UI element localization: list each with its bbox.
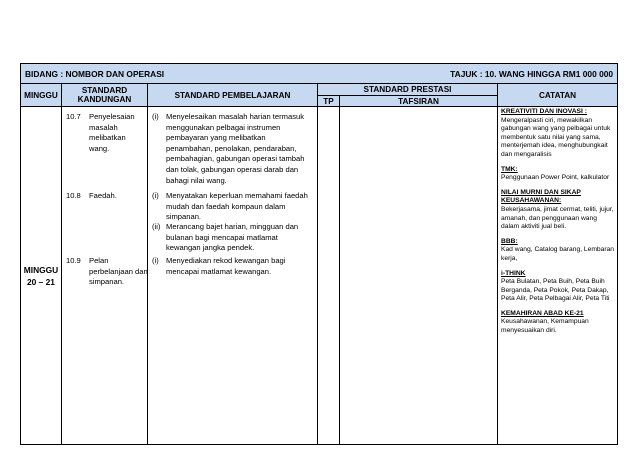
kandungan-item [66, 256, 148, 288]
bidang-label: BIDANG : NOMBOR DAN OPERASI [25, 68, 165, 79]
header-minggu: MINGGU [21, 84, 62, 107]
kandungan-cell [62, 107, 148, 445]
minggu-line2: 20 – 21 [27, 276, 55, 287]
catatan-cell [498, 107, 618, 445]
title-banner [21, 64, 618, 84]
catatan-abad21 [501, 310, 615, 336]
kreativiti-heading: KREATIVITI DAN INOVASI : [501, 108, 587, 115]
header-tafsiran: TAFSIRAN [340, 96, 498, 107]
nilai-heading-line2: KEUSAHAWANAN: [501, 197, 562, 205]
pembelajaran-marker: (i) [152, 112, 159, 121]
catatan-tmk [501, 166, 615, 183]
kandungan-item [66, 112, 148, 154]
kandungan-text: Faedah. [89, 191, 117, 200]
pembelajaran-item [152, 222, 308, 254]
header-standard-kandungan-line1: STANDARD [81, 86, 128, 95]
pembelajaran-marker: (i) [152, 191, 159, 200]
header-catatan: CATATAN [498, 84, 618, 107]
pembelajaran-item [152, 256, 308, 277]
rpt-table [20, 63, 618, 445]
pembelajaran-cell [148, 107, 318, 445]
tp-cell [318, 107, 340, 445]
catatan-kreativiti [501, 108, 615, 160]
header-standard-kandungan-line2: KANDUNGAN [77, 95, 132, 104]
tmk-heading: TMK: [501, 165, 518, 173]
catatan-nilai-murni [501, 189, 615, 232]
kandungan-number: 10.8 [66, 191, 81, 200]
pembelajaran-item [152, 191, 308, 223]
bbb-heading: BBB: [501, 237, 518, 245]
nilai-text: Bekerjasama, jimat cermat, teliti, jujur, amanah, dan penggunaan wang dalam aktiviti jual beli. [501, 205, 614, 231]
kandungan-number: 10.9 [66, 256, 81, 265]
minggu-cell [21, 107, 62, 445]
pembelajaran-text: Menyelesaikan masalah harian termasuk menggunakan pelbagai instrumen pembayaran yang melibatkan penambahan, penolakan, pendaraban, pembahagian, gabungan operasi tambah dan tolak, gabungan operasi darab dan bahagi nilai wang. [166, 112, 305, 185]
nilai-heading-line1: NILAI MURNI DAN SIKAP [501, 188, 581, 196]
kandungan-number: 10.7 [66, 112, 81, 121]
header-standard-pembelajaran: STANDARD PEMBELAJARAN [148, 84, 318, 107]
header-tp: TP [318, 96, 340, 107]
minggu-line1: MINGGU [23, 264, 59, 275]
header-standard-kandungan [62, 84, 148, 107]
pembelajaran-text: Menyediakan rekod kewangan bagi mencapai matlamat kewangan. [166, 256, 286, 276]
pembelajaran-text: Menyatakan keperluan memahami faedah mudah dan faedah kompaun dalam simpanan. [166, 191, 308, 222]
tafsiran-cell [340, 107, 498, 445]
pembelajaran-marker: (ii) [152, 222, 161, 231]
ithink-text: Peta Bulatan, Peta Buih, Peta Buih Berganda, Peta Pokok, Peta Dakap, Peta Alir, Peta Pelbagai Alir, Peta Titi [501, 278, 610, 303]
catatan-ithink [501, 270, 615, 304]
tmk-text: Penggunaan Power Point, kalkulator [501, 174, 610, 182]
tajuk-label: TAJUK : 10. WANG HINGGA RM1 000 000 [450, 68, 614, 79]
header-standard-prestasi: STANDARD PRESTASI [318, 84, 498, 96]
ithink-heading: i-THINK [501, 269, 526, 277]
pembelajaran-marker: (i) [152, 256, 159, 265]
bbb-text: Kad wang, Catalog barang, Lembaran kerja, [501, 246, 615, 262]
pembelajaran-item [152, 112, 308, 186]
kreativiti-text: Mengeralpasti ciri, mewakilkan gabungan wang yang pelbagai untuk membentuk satu nilai yang sama, menterjemah idea, menghubungkait dan mengaralisis [501, 116, 611, 158]
abad21-text: Keusahawanan, Kemampuan menyesuaikan diri. [501, 318, 589, 335]
abad21-heading: KEMAHIRAN ABAD KE-21 [501, 309, 584, 317]
catatan-bbb [501, 238, 615, 264]
kandungan-text: Pelan perbelanjaan dan simpanan. [89, 256, 148, 287]
pembelajaran-text: Merancang bajet harian, mingguan dan bulanan bagi mencapai matlamat kewangan jangka pendek. [166, 222, 299, 253]
kandungan-text: Penyelesaian masalah melibatkan wang. [89, 112, 135, 153]
kandungan-item [66, 191, 148, 202]
